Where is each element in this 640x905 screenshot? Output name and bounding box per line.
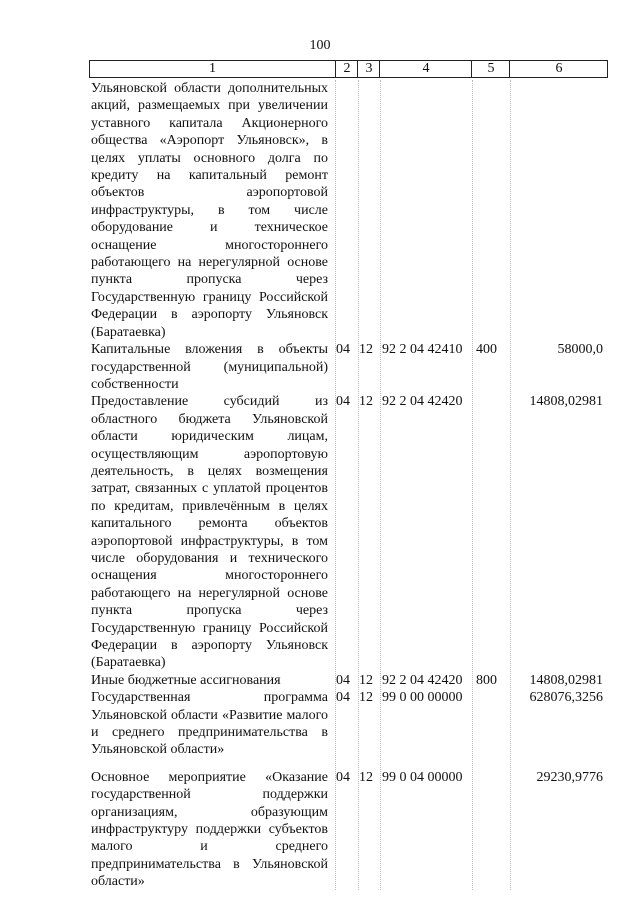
row-section: 04: [336, 394, 350, 410]
row-amount: 628076,3256: [529, 690, 603, 706]
header-col-4: 4: [379, 61, 472, 77]
row-description: Государственная программа Ульяновской области «Развитие малого и среднего предпринимательства в Ульяновской области»: [91, 690, 328, 758]
row-expense-type: 800: [476, 672, 497, 688]
table-row: [91, 393, 611, 672]
row-description: Ульяновской области дополнительных акций, размещаемых при увеличении уставного капитала Акционерного общества «Аэропорт Ульяновск», в целях уплаты основного долга по кредиту на капитальный ремонт объектов аэропортовой инфраструктуры, в том числе оборудование и техническое оснащение многостороннего работающего на нерегулярной основе пункта пропуска через Государственную границу Российской Федерации в аэропорту Ульяновск (Баратаевка): [91, 81, 328, 340]
row-description: Предоставление субсидий из областного бюджета Ульяновской области юридическим лицам, осуществляющим аэропортовую деятельность, в целях возмещения затрат, связанных с уплатой процентов по кредитам, привлечённым в целях капитального ремонта объектов аэропортовой инфраструктуры, в том числе оборудования и технического оснащения многостороннего работающего на нерегулярной основе пункта пропуска через Государственную границу Российской Федерации в аэропорту Ульяновск (Баратаевка): [91, 394, 328, 671]
row-amount: 29230,9776: [536, 769, 603, 785]
row-description: Иные бюджетные ассигнования: [91, 672, 281, 688]
header-col-3: 3: [357, 61, 380, 77]
row-subsection: 12: [359, 690, 373, 706]
row-section: 04: [336, 769, 350, 785]
header-col-6: 6: [509, 61, 608, 77]
table-row: [91, 80, 611, 341]
table-body: [91, 80, 611, 891]
row-target-code: 92 2 04 42420: [382, 672, 463, 688]
row-target-code: 99 0 00 00000: [382, 690, 463, 706]
table-header: [89, 60, 608, 78]
header-col-5: 5: [471, 61, 510, 77]
row-target-code: 99 0 04 00000: [382, 769, 463, 785]
page-number: 100: [309, 38, 331, 53]
table-row: [91, 672, 611, 689]
row-subsection: 12: [359, 672, 373, 688]
table-row: [91, 689, 611, 759]
header-col-2: 2: [335, 61, 358, 77]
row-amount: 14808,02981: [529, 672, 603, 688]
table-row: [91, 341, 611, 393]
row-amount: 58000,0: [557, 342, 603, 358]
row-target-code: 92 2 04 42420: [382, 394, 463, 410]
row-target-code: 92 2 04 42410: [382, 342, 463, 358]
row-amount: 14808,02981: [529, 394, 603, 410]
row-subsection: 12: [359, 342, 373, 358]
row-section: 04: [336, 342, 350, 358]
row-description: Основное мероприятие «Оказание государственной поддержки организациям, образующим инфраструктуру поддержки субъектов малого и среднего предпринимательства в Ульяновской области»: [91, 769, 328, 890]
row-expense-type: 400: [476, 342, 497, 358]
table-row: [91, 769, 611, 891]
header-col-1: 1: [209, 61, 216, 76]
row-section: 04: [336, 690, 350, 706]
row-description: Капитальные вложения в объекты государственной (муниципальной) собственности: [91, 342, 328, 392]
row-subsection: 12: [359, 394, 373, 410]
row-section: 04: [336, 672, 350, 688]
row-subsection: 12: [359, 769, 373, 785]
